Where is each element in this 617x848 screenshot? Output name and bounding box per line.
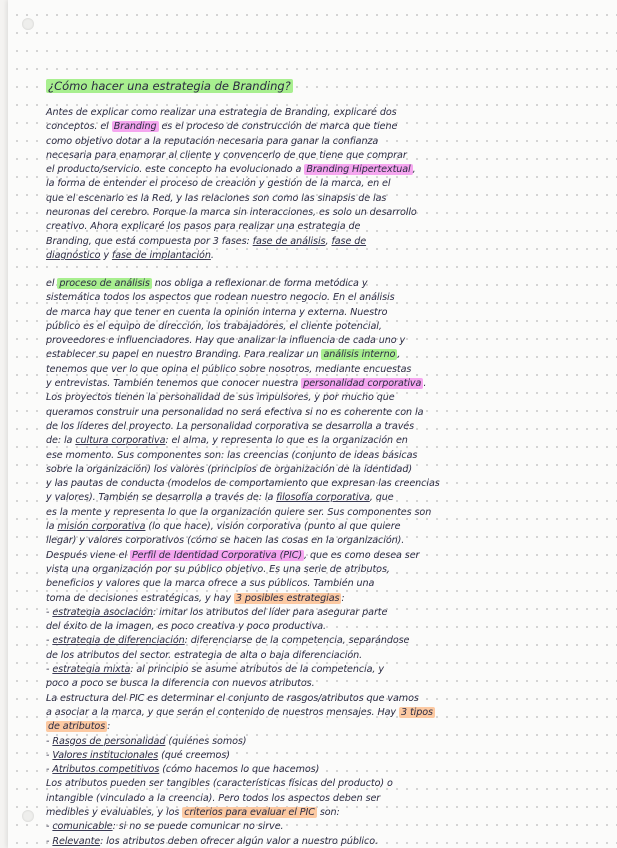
text-line	[46, 449, 591, 463]
text-line	[46, 406, 591, 420]
text-run: establecer su papel en nuestro Branding. Para realizar un	[46, 349, 322, 361]
text-run: que el escenario es la Red, y las relaciones son como las sinapsis de las	[46, 192, 387, 204]
highlighted-phrase: Branding Hipertextual	[306, 164, 411, 176]
highlighted-phrase: criterios para evaluar el PIC	[184, 806, 315, 818]
text-line	[46, 735, 591, 749]
text-run: neuronas del cerebro. Porque la marca sin interacciones, es solo un desarrollo	[46, 207, 417, 219]
underlined-phrase: fase de implantación	[111, 249, 211, 261]
text-run: (quiénes somos)	[165, 735, 247, 747]
text-run: -	[46, 764, 53, 776]
text-line	[46, 149, 591, 163]
text-run: : al principio se asume atributos de la competencia, y	[130, 664, 384, 676]
text-line	[46, 291, 591, 305]
text-run: del éxito de la imagen, es poco creativa y poco productiva.	[46, 621, 327, 633]
binder-hole	[22, 18, 34, 30]
text-line	[46, 363, 591, 377]
text-line	[46, 235, 591, 249]
text-run: (cómo hacemos lo que hacemos)	[159, 764, 320, 776]
text-line	[46, 420, 591, 434]
text-run: .	[210, 249, 214, 261]
notebook-page	[8, 0, 617, 848]
text-run: .	[423, 378, 427, 390]
text-run: : diferenciarse de la competencia, separándose	[184, 635, 410, 647]
text-run: -	[46, 821, 53, 833]
text-run: la forma de entender el proceso de creación y gestión de la marca, en el	[46, 178, 391, 190]
text-run: -	[46, 606, 53, 618]
text-line	[46, 820, 591, 834]
text-run: son:	[316, 806, 340, 818]
text-line	[46, 520, 591, 534]
text-line	[46, 577, 591, 591]
underlined-phrase: filosofía corporativa	[276, 492, 370, 504]
text-run: -	[46, 635, 53, 647]
text-line	[46, 163, 591, 177]
text-line	[46, 763, 591, 777]
text-line	[46, 249, 591, 263]
underlined-phrase: Valores institucionales	[52, 749, 159, 761]
text-line	[46, 677, 591, 691]
text-run: -	[46, 735, 53, 747]
underlined-phrase: fase de análisis	[252, 235, 326, 247]
text-run: necesaria para enamorar al cliente y convencerlo de que tiene que comprar	[46, 149, 407, 161]
highlighted-phrase: de atributos	[48, 721, 106, 733]
page-title	[46, 79, 293, 93]
title-highlight: ¿Cómo hacer una estrategia de Branding?	[48, 79, 291, 93]
text-run: de: la	[46, 435, 76, 447]
text-line	[46, 663, 591, 677]
text-run: ,	[412, 164, 416, 176]
text-run: llegar) y valores corporativos (cómo se hacen las cosas en la organización).	[46, 535, 405, 547]
text-run: proveedores e influenciadores. Hay que analizar la influencia de cada uno y	[46, 335, 406, 347]
text-line	[46, 692, 591, 706]
highlighted-phrase: 3 tipos	[400, 706, 433, 718]
text-run: intangible (vinculado a la creencia). Pero todos los aspectos deben ser	[46, 792, 381, 804]
text-line	[46, 192, 591, 206]
text-run: tenemos que ver lo que opina el público sobre nosotros, mediante encuestas	[46, 363, 412, 375]
text-run: ese momento. Sus componentes son: las creencias (conjunto de ideas básicas	[46, 449, 418, 461]
underlined-phrase: estrategia mixta	[52, 664, 131, 676]
underlined-phrase: estrategia de diferenciación	[52, 635, 185, 647]
text-run: -	[46, 749, 53, 761]
underlined-phrase: comunicable	[52, 821, 113, 833]
text-line	[46, 206, 591, 220]
text-run: , que	[369, 492, 394, 504]
text-run: creativo. Ahora explicaré los pasos para realizar una estrategia de	[46, 221, 361, 233]
text-run: nos obliga a reflexionar de forma metódica y	[151, 278, 368, 289]
text-line	[46, 477, 591, 491]
text-line	[46, 177, 591, 191]
text-line	[46, 649, 591, 663]
underlined-phrase: Relevante	[52, 835, 101, 847]
text-run: Branding, que está compuesta por 3 fases:	[46, 235, 253, 247]
text-run: ,	[325, 235, 332, 247]
text-run: el producto/servicio. este concepto ha evolucionado a	[46, 164, 305, 176]
text-run: queramos construir una personalidad no será efectiva si no es coherente con la	[46, 406, 424, 418]
text-run: sistemática todos los aspectos que rodean nuestro negocio. En el análisis	[46, 292, 395, 304]
text-line	[46, 106, 591, 120]
text-line	[46, 506, 591, 520]
underlined-phrase: Rasgos de personalidad	[52, 735, 166, 747]
text-line	[46, 306, 591, 320]
text-line	[46, 391, 591, 405]
text-run: La estructura del PIC es determinar el conjunto de rasgos/atributos que vamos	[46, 692, 419, 704]
paragraph-analysis	[46, 277, 591, 848]
text-run: Los atributos pueden ser tangibles (características físicas del producto) o	[46, 778, 393, 790]
text-run: vista una organización por su público objetivo. Es una serie de atributos,	[46, 563, 390, 575]
text-line	[46, 720, 591, 734]
text-run: y valores). También se desarrolla a través de: la	[46, 492, 277, 504]
text-line	[46, 534, 591, 548]
highlighted-phrase: análisis interno	[323, 349, 396, 361]
text-run: Los proyectos tienen la personalidad de sus impulsores, y por mucho que	[46, 392, 395, 404]
text-run: Antes de explicar como realizar una estrategia de Branding, explicaré dos	[46, 107, 397, 118]
text-line	[46, 334, 591, 348]
text-line	[46, 592, 591, 606]
text-run: es la mente y representa lo que la organización quiere ser. Sus componentes son	[46, 506, 432, 518]
text-line	[46, 563, 591, 577]
text-line	[46, 491, 591, 505]
text-line	[46, 620, 591, 634]
text-line	[46, 777, 591, 791]
text-run: ,	[397, 349, 401, 361]
text-run: : el alma, y representa lo que es la organización en	[165, 435, 408, 447]
text-line	[46, 120, 591, 134]
text-line	[46, 606, 591, 620]
text-run: de los atributos del sector. estrategia de alta o baja diferenciación.	[46, 649, 363, 661]
text-line	[46, 277, 591, 291]
text-line	[46, 135, 591, 149]
text-run: de los líderes del proyecto. La personalidad corporativa se desarrolla a través	[46, 420, 415, 432]
text-run: , que es como desea ser	[304, 549, 420, 561]
text-line	[46, 348, 591, 362]
text-line	[46, 749, 591, 763]
text-run: es el proceso de construcción de marca que tiene	[158, 121, 398, 133]
highlighted-phrase: Branding	[113, 121, 157, 133]
text-line	[46, 220, 591, 234]
text-run: toma de decisiones estratégicas, y hay	[46, 592, 234, 604]
underlined-phrase: Atributos competitivos	[52, 764, 160, 776]
underlined-phrase: estrategia asociación	[52, 606, 153, 618]
text-run: : si no se puede comunicar no sirve.	[112, 821, 284, 833]
text-run: conceptos. el	[46, 121, 112, 133]
text-run: como objetivo dotar a la reputación necesaria para ganar la confianza	[46, 135, 379, 147]
text-run: -	[46, 835, 53, 847]
text-run: Después viene el	[46, 549, 130, 561]
text-line	[46, 792, 591, 806]
text-line	[46, 706, 591, 720]
text-run: : los atributos deben ofrecer algún valor a nuestro público.	[100, 835, 378, 847]
text-line	[46, 320, 591, 334]
underlined-phrase: misión corporativa	[57, 521, 146, 533]
text-run: y	[100, 249, 112, 261]
text-run: :	[341, 592, 345, 604]
text-run: público es el equipo de dirección, los trabajadores, el cliente potencial,	[46, 320, 382, 332]
text-run: :	[107, 721, 111, 733]
text-line	[46, 549, 591, 563]
text-run: sobre la organización) los valores (principios de organización de la identidad)	[46, 463, 412, 475]
text-run: la	[46, 521, 58, 533]
text-line	[46, 806, 591, 820]
text-run: medibles y evaluables, y los	[46, 806, 183, 818]
underlined-phrase: cultura corporativa	[75, 435, 166, 447]
text-run: -	[46, 664, 53, 676]
text-line	[46, 463, 591, 477]
binder-hole	[22, 810, 34, 822]
text-run: : imitar los atributos del líder para asegurar parte	[152, 606, 388, 618]
highlighted-phrase: 3 posibles estrategias	[235, 592, 340, 604]
text-run: y las pautas de conducta (modelos de comportamiento que expresan las creencias	[46, 478, 440, 490]
text-line	[46, 377, 591, 391]
text-run: poco a poco se busca la diferencia con nuevos atributos.	[46, 678, 315, 690]
underlined-phrase: fase de	[331, 235, 367, 247]
highlighted-phrase: Perfil de Identidad Corporativa (PIC)	[131, 549, 302, 561]
text-run: de marca hay que tener en cuenta la opinión interna y externa. Nuestro	[46, 306, 388, 318]
text-line	[46, 835, 591, 848]
text-run: el	[46, 278, 58, 289]
highlighted-phrase: proceso de análisis	[59, 278, 150, 289]
text-run: a asociar a la marca, y que serán el contenido de nuestros mensajes. Hay	[46, 706, 399, 718]
text-line	[46, 434, 591, 448]
underlined-phrase: diagnóstico	[46, 249, 101, 261]
text-run: (qué creemos)	[158, 749, 230, 761]
text-line	[46, 634, 591, 648]
text-run: (lo que hace), visión corporativa (punto al que quiere	[145, 521, 401, 533]
text-run: beneficios y valores que la marca ofrece a sus públicos. También una	[46, 578, 375, 590]
paragraph-intro	[46, 106, 591, 263]
text-run: y entrevistas. También tenemos que conocer nuestra	[46, 378, 302, 390]
highlighted-phrase: personalidad corporativa	[303, 378, 422, 390]
